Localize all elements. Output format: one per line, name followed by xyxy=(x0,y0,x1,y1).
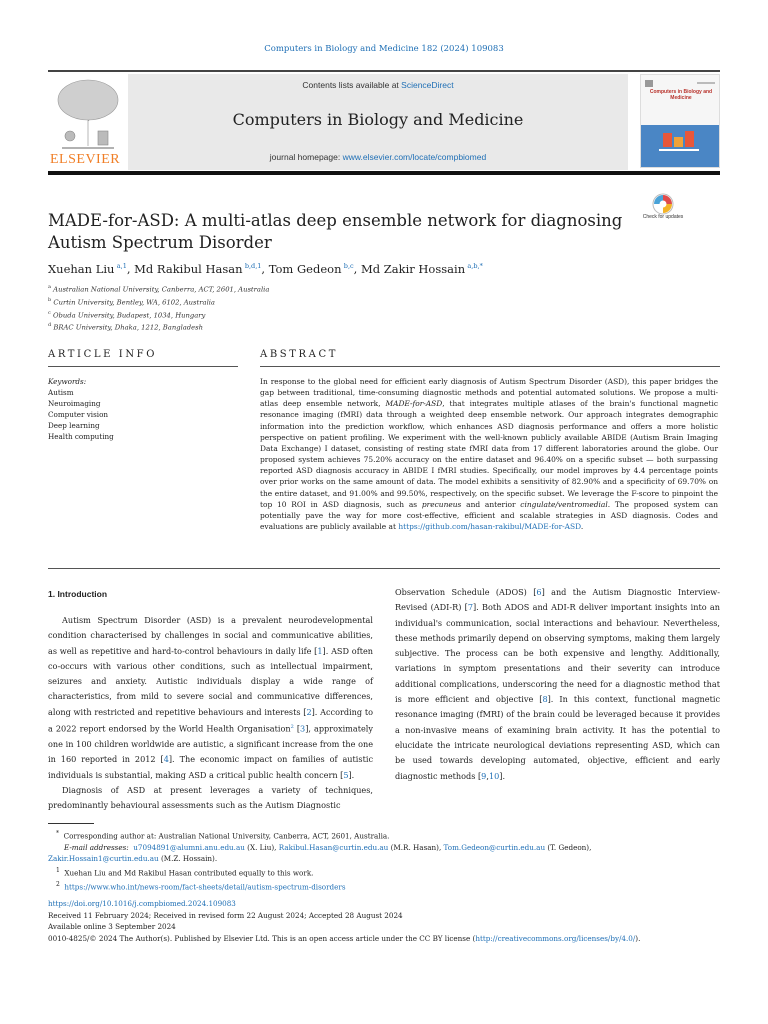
article-info-heading: ARTICLE INFO xyxy=(48,349,158,360)
abstract-part: In response to the global need for efficient early diagnosis of Autism Spectrum Disorder (ASD), this paper bridges the gap between traditional, time-consuming diagnostic methods and potential automated solutions. We propose a multi-atlas deep ensemble network, xyxy=(260,377,718,409)
check-for-updates-icon[interactable] xyxy=(648,193,678,229)
email-owner: (T. Gedeon), xyxy=(545,842,592,852)
body-text: ]. The economic impact on families of autistic individuals is substantial, making ASD a critical public health concern [ xyxy=(48,754,373,780)
email-link[interactable]: u7094891@alumni.anu.edu.au xyxy=(133,842,245,852)
email-link[interactable]: Tom.Gedeon@curtin.edu.au xyxy=(443,842,546,852)
author-affiliation-marker[interactable]: a,1 xyxy=(116,262,127,271)
footnote-link[interactable]: 2 xyxy=(290,724,294,731)
affiliation-key: d xyxy=(48,322,52,329)
citation-link[interactable]: 1 xyxy=(317,645,323,656)
introduction-heading: 1. Introduction xyxy=(48,589,108,599)
citation-link[interactable]: 8 xyxy=(542,694,548,705)
body-text: ]. xyxy=(499,770,506,781)
email-link[interactable]: Rakibul.Hasan@curtin.edu.au xyxy=(278,842,389,852)
body-text: ]. Both ADOS and ADI-R deliver important insights into an individual's communication, social interactions and behaviour. Nevertheless, these methods primarily depend on observing symptoms, making them largely subjective. The process can be both expensive and lengthy. Additionally, variations in symptom presentations and their severity can introduce additional complications, underscoring the need for a diagnostic method that is more efficient and objective [ xyxy=(395,602,720,705)
citation-link[interactable]: 5 xyxy=(343,769,349,780)
body-text: [ xyxy=(293,723,301,734)
contents-prefix: Contents lists available at xyxy=(302,80,402,90)
email-note xyxy=(48,842,720,854)
citation-link[interactable]: 7 xyxy=(467,602,474,613)
keyword-item: Neuroimaging xyxy=(48,399,101,408)
article-info-rule xyxy=(48,366,238,367)
abstract-bottom-rule xyxy=(48,568,720,569)
author-name[interactable]: Xuehan Liu xyxy=(48,262,115,276)
email-note-continued xyxy=(48,853,720,865)
paper-title: MADE-for-ASD: A multi-atlas deep ensemble network for diagnosing Autism Spectrum Disorder xyxy=(48,211,623,252)
running-head[interactable]: Computers in Biology and Medicine 182 (2024) 109083 xyxy=(264,44,504,54)
affiliation-key: a xyxy=(48,284,51,290)
citation-link[interactable]: 10 xyxy=(488,770,500,781)
keywords-label: Keywords: xyxy=(48,377,87,386)
cover-title: Computers in Biology and Medicine xyxy=(649,89,713,101)
check-for-updates-label[interactable]: Check for updates xyxy=(642,214,684,220)
author-affiliation-marker[interactable]: a,b,* xyxy=(467,262,483,271)
affiliation-item xyxy=(48,308,720,321)
abstract-part: . The proposed system can potentially pave the way for more cost-effective, efficient and scalable strategies in ASD diagnosis. Codes and evaluations are publicly available at xyxy=(260,499,718,532)
keyword-item: Computer vision xyxy=(48,410,109,419)
code-link[interactable]: https://github.com/hasan-rakibul/MADE-for-ASD xyxy=(398,522,581,532)
abstract-text xyxy=(260,376,718,532)
affiliation-text: Australian National University, Canberra, ACT, 2601, Australia xyxy=(53,285,270,294)
who-link[interactable]: https://www.who.int/news-room/fact-sheets/detail/autism-spectrum-disorders xyxy=(64,882,346,892)
affiliation-key: c xyxy=(48,309,51,316)
contents-line xyxy=(128,80,628,90)
journal-header xyxy=(48,70,720,170)
abstract-heading: ABSTRACT xyxy=(260,349,338,360)
affiliation-item xyxy=(48,282,720,295)
journal-title[interactable]: Computers in Biology and Medicine xyxy=(232,110,524,129)
license-text: ). xyxy=(635,933,641,943)
affiliation-item xyxy=(48,295,720,308)
email-owner: (X. Liu), xyxy=(244,842,279,852)
received-dates: Received 11 February 2024; Received in revised form 22 August 2024; Accepted 28 August 2024 xyxy=(48,910,403,920)
header-bottom-rule xyxy=(48,171,720,175)
cover-image xyxy=(641,125,719,167)
journal-banner xyxy=(128,74,628,170)
email-owner: (M.Z. Hossain). xyxy=(158,854,218,864)
email-link[interactable]: Zakir.Hossain1@curtin.edu.au xyxy=(48,854,159,864)
homepage-line xyxy=(128,152,628,162)
affiliation-list xyxy=(48,282,720,333)
email-owner: (M.R. Hasan), xyxy=(388,842,444,852)
author-name[interactable]: Md Zakir Hossain xyxy=(360,262,466,276)
sciencedirect-link[interactable]: ScienceDirect xyxy=(401,80,454,90)
citation-link[interactable]: 4 xyxy=(163,754,169,765)
homepage-prefix: journal homepage: xyxy=(269,152,343,162)
corresponding-author-note xyxy=(48,828,720,842)
citation-link[interactable]: 9 xyxy=(481,770,487,781)
cover-header-icon xyxy=(641,77,719,89)
author-name[interactable]: Tom Gedeon xyxy=(268,262,342,276)
body-text: ]. In this context, functional magnetic resonance imaging (fMRI) of the brain could be leveraged because it provides a non-invasive means of examining brain activity. It has the potential to elucidate the intricate neurological deviations representing ASD, which can be used towards developing automated, objective, efficient and early diagnostic methods [ xyxy=(395,694,720,781)
keywords-block xyxy=(48,376,238,442)
affiliation-key: b xyxy=(48,296,52,303)
publisher-logo-text: ELSEVIER xyxy=(50,152,121,167)
footnote-2 xyxy=(48,879,720,893)
license-text: 0010-4825/© 2024 The Author(s). Published by Elsevier Ltd. This is an open access article under the CC BY license ( xyxy=(48,933,476,943)
publication-info xyxy=(48,898,720,944)
homepage-link[interactable]: www.elsevier.com/locate/compbiomed xyxy=(342,152,487,162)
elsevier-logo[interactable] xyxy=(48,76,128,170)
corresponding-author-text: Corresponding author at: Australian National University, Canberra, ACT, 2601, Australia. xyxy=(63,831,390,841)
license-link[interactable]: http://creativecommons.org/licenses/by/4.0/ xyxy=(475,933,636,943)
online-date: Available online 3 September 2024 xyxy=(48,922,176,931)
abstract-part: and anterior xyxy=(461,499,521,509)
body-paragraph: Diagnosis of ASD at present leverages a variety of techniques, predominantly behavioural assessments such as the Autism Diagnostic xyxy=(48,784,373,811)
footnote-rule xyxy=(48,823,94,824)
email-label: E-mail addresses: xyxy=(64,842,129,852)
affiliation-text: Obuda University, Budapest, 1034, Hungary xyxy=(52,310,206,319)
body-column-left xyxy=(48,613,373,814)
cover-graphic-icon xyxy=(641,125,719,167)
footnote-mark: 1 xyxy=(56,866,60,874)
body-paragraph: Observation Schedule (ADOS) [6] and the Autism Diagnostic Interview-Revised (ADI-R) [7]. Both ADOS and ADI-R deliver important insights into an individual's communication, social interactions and behaviour. Nevertheless, these methods primarily depend on observing symptoms, making them largely subjective. The process can be both expensive and lengthy. Additionally, variations in symptom presentations and their severity can introduce additional complications, underscoring the need for a diagnostic method that is more efficient and objective [8]. In this context, functional magnetic resonance imaging (fMRI) of the brain could be leveraged because it provides a non-invasive means of examining brain activity. It has the potential to elucidate the intricate neurological deviations representing ASD, which can be used towards developing automated, objective, efficient and early diagnostic methods [9,10]. xyxy=(395,587,720,781)
keyword-item: Health computing xyxy=(48,432,114,441)
keyword-item: Deep learning xyxy=(48,421,100,430)
citation-link[interactable]: 3 xyxy=(300,723,306,734)
roi-term: precuneus xyxy=(421,499,462,509)
citation-link[interactable]: 6 xyxy=(536,587,542,597)
body-text: ]. ASD often co-occurs with various other conditions, such as intellectual impairment, seizures and anxiety. Autistic individuals display a wide range of characteristics, from mild to severe social and communicative differences, along with restricted and repetitive behaviours and interests [ xyxy=(48,645,374,717)
roi-term: cingulate/ventromedial xyxy=(520,499,608,509)
body-column-right xyxy=(395,585,720,784)
footnote-mark: 2 xyxy=(56,880,60,888)
author-list: Xuehan Liu $^{a,1}$, Md Rakibul Hasan $^{b,d,1}$, Tom Gedeon $^{b,c}$, Md Zakir Hossain $^{a,b,*}$ xyxy=(48,262,483,276)
footnote-text: Xuehan Liu and Md Rakibul Hasan contributed equally to this work. xyxy=(64,868,314,878)
affiliation-text: Curtin University, Bentley, WA, 6102, Australia xyxy=(53,298,215,307)
journal-cover[interactable] xyxy=(640,74,720,168)
model-name: MADE-for-ASD xyxy=(385,399,443,409)
elsevier-tree-icon xyxy=(48,76,128,152)
header-top-rule xyxy=(48,70,720,72)
affiliation-text: BRAC University, Dhaka, 1212, Bangladesh xyxy=(53,323,204,332)
author-affiliation-marker[interactable]: b,c xyxy=(343,262,354,271)
body-text: Observation Schedule (ADOS) [ xyxy=(395,587,537,597)
footnote-1 xyxy=(48,865,720,879)
abstract-part: , that integrates multiple atlases of the brain's functional magnetic resonance imaging (fMRI) data through a weighted deep ensemble network. Our approach integrates demographic information into the prediction workflow, which enhances ASD diagnosis performance and offers a more holistic perspective on patient profiling. We experiment with the well-known publicly available ABIDE (Autism Brain Imaging Data Exchange) I dataset, consisting of resting state fMRI data from 17 different laboratories around the globe. Our proposed system achieves 75.20% accuracy on the entire dataset and 96.40% on a specific subset — both surpassing reported ASD diagnosis accuracy in ABIDE I fMRI studies. Specifically, our model improves by 4.4 percentage points over prior works on the same amount of data. The model exhibits a sensitivity of 82.90% and a specificity of 69.70% on the entire dataset, and 91.00% and 99.50%, respectively, on the specific subset. We leverage the F-score to pinpoint the top 10 ROI in ASD diagnosis, such as xyxy=(260,399,718,509)
abstract-part: . xyxy=(580,522,584,532)
license-line xyxy=(48,933,720,945)
author-affiliation-marker[interactable]: b,d,1 xyxy=(244,262,262,271)
body-text: Autism Spectrum Disorder (ASD) is a prevalent neurodevelopmental condition characterised by challenges in social and communicative abilities, as well as repetitive and hard-to-control behaviours in daily life [ xyxy=(48,615,373,656)
doi-link[interactable]: https://doi.org/10.1016/j.compbiomed.2024.109083 xyxy=(48,899,236,908)
affiliation-item xyxy=(48,320,720,333)
footnote-mark: * xyxy=(56,830,59,837)
author-name[interactable]: Md Rakibul Hasan xyxy=(134,262,243,276)
body-text: ]. xyxy=(348,769,355,780)
keyword-item: Autism xyxy=(48,388,74,397)
body-paragraph xyxy=(48,613,373,783)
body-text: ]. According to a 2022 report endorsed by the World Health Organisation xyxy=(48,706,373,734)
footnotes xyxy=(48,828,720,893)
body-text: ], approximately one in 100 children worldwide are autistic, a significant increase from the one in 160 reported in 2012 [ xyxy=(48,723,373,765)
citation-link[interactable]: 2 xyxy=(306,706,312,717)
body-text: ] and the Autism Diagnostic Interview-Revised (ADI-R) [ xyxy=(395,587,720,613)
abstract-rule xyxy=(260,366,720,367)
